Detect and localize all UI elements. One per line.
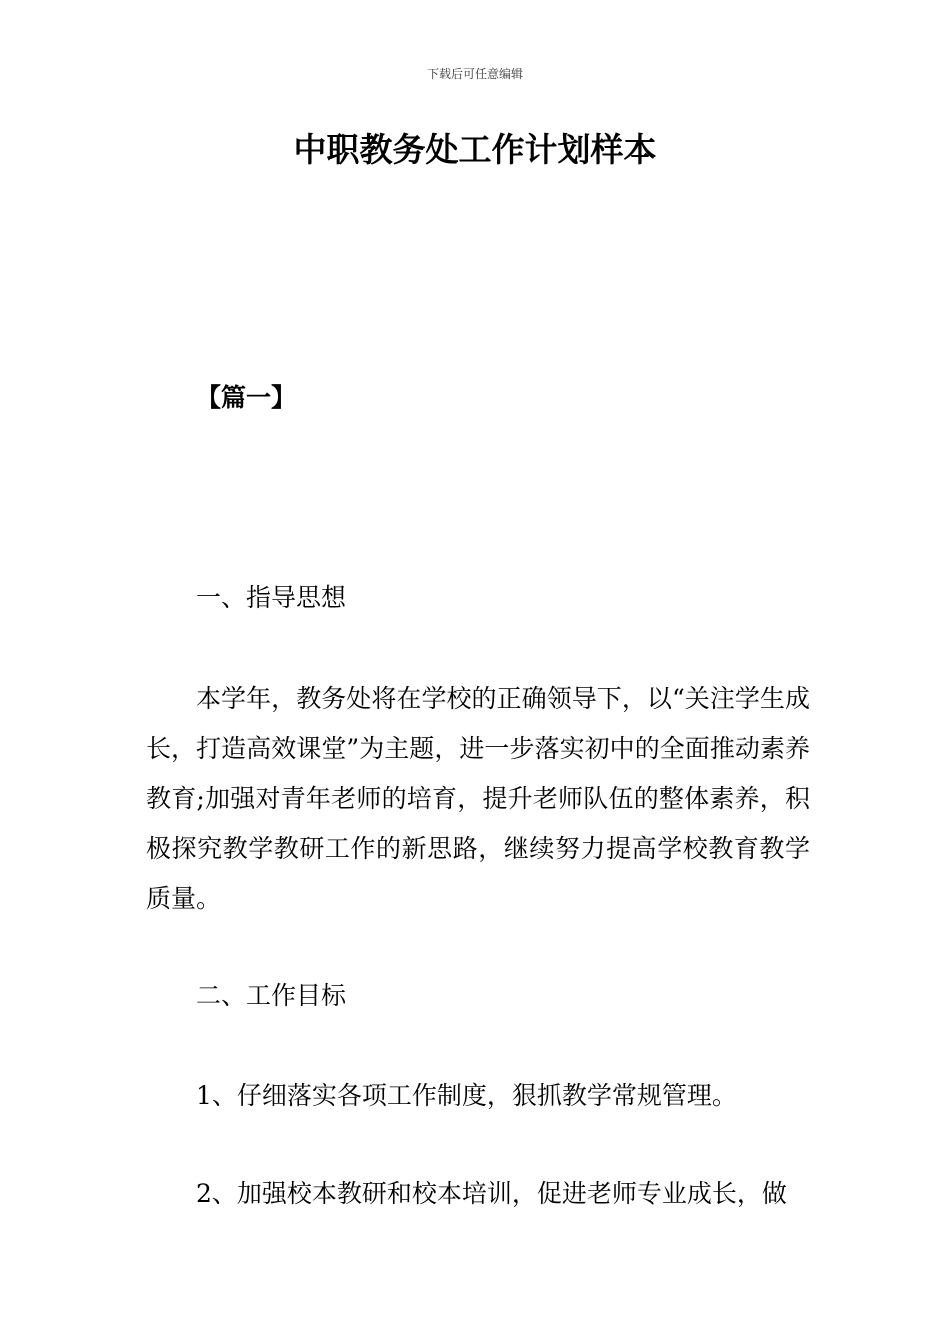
list-item: 2、加强校本教研和校本培训，促进老师专业成长，做 <box>196 1179 787 1208</box>
heading-guiding-ideology: 一、指导思想 <box>196 583 347 612</box>
list-item: 1、仔细落实各项工作制度，狠抓教学常规管理。 <box>196 1081 737 1110</box>
header-note: 下载后可任意编辑 <box>426 67 523 81</box>
section-marker: 【篇一】 <box>196 383 297 412</box>
heading-work-goals: 二、工作目标 <box>196 981 347 1010</box>
paragraph-guiding-ideology: 本学年，教务处将在学校的正确领导下，以“关注学生成长，打造高效课堂”为主题，进一步落实初中的全面推动素养教育;加强对青年老师的培育，提升老师队伍的整体素养，积极探究教学教研工作的新思路，继续努力提高学校教育教学质量。 <box>146 684 810 913</box>
document-title: 中职教务处工作计划样本 <box>293 130 657 169</box>
